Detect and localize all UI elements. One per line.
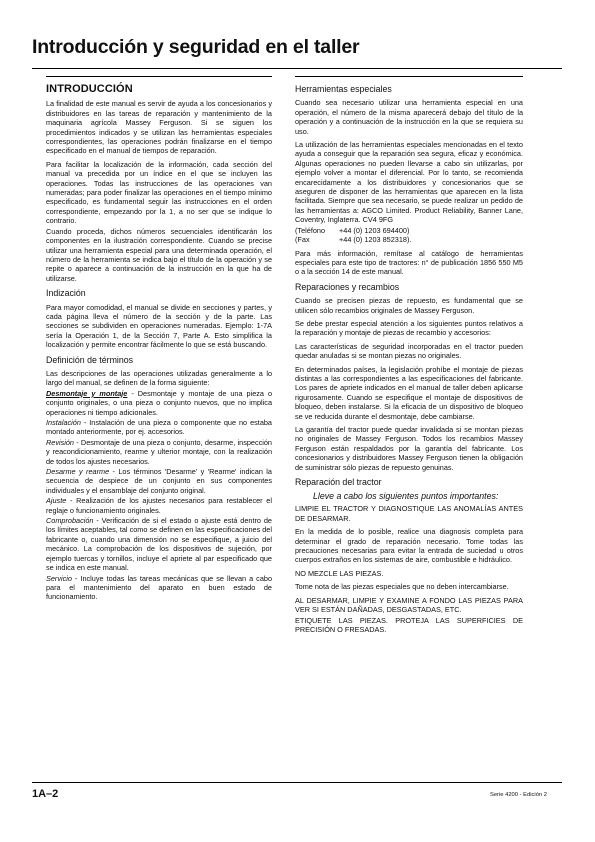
tractor-paragraph-5: AL DESARMAR, LIMPIE Y EXAMINE A FONDO LAS PIEZAS PARA VER SI ESTÁN DAÑADAS, DESGASTADAS, ETC. [295, 595, 523, 615]
footer-rule [32, 782, 562, 783]
fax-label: (Fax [295, 235, 310, 245]
tractor-paragraph-1: LIMPIE EL TRACTOR Y DIAGNOSTIQUE LAS ANOMALÍAS ANTES DE DESARMAR. [295, 504, 523, 523]
indexing-paragraph: Para mayor comodidad, el manual se divide en secciones y partes, y cada página lleva el número de la sección y de la parte. Las secciones se subdividen en operaciones numeradas. Ejemplo: 1-7A sería la Operación 1, de la Sección 7, Parte A. Esto simplifica la localización y permite encontrar fácilmente lo que se está buscando. [46, 302, 272, 350]
term-label: Ajuste [46, 496, 67, 506]
fax-value: +44 (0) 1203 852318). [339, 235, 412, 245]
term-text: - Instalación de una pieza o componente que no estaba montado anteriormente, por ej. accesorios. [46, 418, 272, 437]
right-column [295, 84, 523, 638]
repairs-paragraph-3: Las características de seguridad incorporadas en el tractor pueden quedar anuladas si se montan piezas no originales. [295, 341, 523, 361]
intro-heading: INTRODUCCIÓN [46, 83, 133, 95]
term-definition [46, 438, 272, 466]
term-definition [46, 496, 272, 515]
repairs-paragraph-5: La garantía del tractor puede quedar invalidada si se montan piezas no originales de Massey Ferguson. Todos los recambios Massey Ferguson están respaldados por la garantía del fabricante. Los concesionarios y distribuidores Massey Ferguson tienen la obligación de suministrar sólo piezas de repuesto genuinas. [295, 425, 523, 472]
term-label: Desmontaje y montaje [46, 388, 128, 398]
tractor-heading: Reparación del tractor [295, 477, 382, 488]
term-text: - Desmontaje de una pieza o conjunto, desarme, inspección y reacondicionamiento, rearme y ulterior montaje, con la realización de todos los ajustes necesarios. [46, 437, 272, 466]
term-label: Desarme y rearme [46, 467, 110, 477]
term-definition [46, 418, 272, 437]
right-column-rule [295, 76, 523, 78]
terms-intro: Las descripciones de las operaciones utilizadas generalmente a lo largo del manual, se definen de la forma siguiente: [46, 368, 272, 388]
tractor-paragraph-3: NO MEZCLE LAS PIEZAS. [295, 568, 384, 578]
term-label: Instalación [46, 418, 81, 427]
term-label: Servicio [46, 573, 72, 583]
term-definition [46, 516, 272, 572]
term-label: Comprobación [46, 516, 94, 526]
repairs-paragraph-1: Cuando se precisen piezas de repuesto, es fundamental que se utilicen sólo recambios originales de Massey Ferguson. [295, 296, 523, 315]
term-text: - Desmontaje y montaje de una pieza o conjunto originales, o una pieza o conjunto nuevos, que no implica operaciones ni tiempo adicionales. [46, 388, 272, 417]
intro-paragraph-1: La finalidad de este manual es servir de ayuda a los concesionarios y distribuidores en las tareas de reparación y mantenimiento de la maquinaria agrícola Massey Ferguson. Si se siguen los procedimientos indicados y se utilizan las herramientas especiales correspondientes, las operaciones podrán finalizarse en el tiempo especificado en el manual de tiempos de reparación. [46, 99, 272, 156]
tools-heading: Herramientas especiales [295, 84, 392, 94]
tractor-paragraph-2: En la medida de lo posible, realice una diagnosis completa para determinar el grado de reparación necesario. Tome todas las precauciones necesarias para evitar la entrada de suciedad u otros cuerpos extraños en los sistemas de aire, combustible e hidráulico. [295, 527, 523, 565]
page-title: Introducción y seguridad en el taller [32, 36, 360, 58]
tractor-paragraph-6: ETIQUETE LAS PIEZAS. PROTEJA LAS SUPERFICIES DE PRECISIÓN O FRESADAS. [295, 615, 523, 634]
repairs-paragraph-2: Se debe prestar especial atención a los siguientes puntos relativos a la reparación y montaje de piezas de recambio y accesorios: [295, 318, 523, 338]
edition-label: Serie 4200 - Edición 2 [489, 792, 547, 798]
tools-paragraph-3: Para más información, remítase al catálogo de herramientas especiales para este tipo de tractores: n° de publicación 1856 550 M5 o a la sección 14 de este manual. [295, 248, 523, 277]
term-definition [46, 467, 272, 495]
term-label: Revisión [46, 437, 74, 447]
repairs-heading: Reparaciones y recambios [295, 281, 400, 292]
phone-value: +44 (0) 1203 694400) [339, 225, 410, 235]
tools-paragraph-1: Cuando sea necesario utilizar una herramienta especial en una operación, el número de la misma aparecerá debajo del título de la operación y a continuación de la instrucción en la que se requiera su uso. [295, 98, 523, 136]
contact-block [295, 226, 523, 245]
intro-paragraph-2: Para facilitar la localización de la información, cada sección del manual va precedida por un índice en el que se incluyen las operaciones. Todas las instrucciones de las operaciones van numeradas; para poder finalizar las operaciones en el tiempo mínimo especificado, es fundamental seguir las instrucciones en el orden correspondiente, empezando por la 1, a no ser que se indique lo contrario. [46, 159, 272, 226]
term-text: - Los términos 'Desarme' y 'Rearme' indican la secuencia de despiece de un conjunto en sus componentes individuales y el ensamblaje del conjunto original. [46, 467, 272, 495]
left-column [46, 84, 272, 606]
repairs-paragraph-4: En determinados países, la legislación prohíbe el montaje de piezas distintas a las correspondientes a las especificaciones del fabricante. Los pares de apriete indicados en el manual de taller deben aplicarse rigurosamente. Cuando se especifique el montaje de dispositivos de bloqueo, deben instalarse. Si la eficacia de un dispositivo de bloqueo se ve reducida durante el desmontaje, debe cambiarse. [295, 364, 523, 421]
tractor-subheading: Lleve a cabo los siguientes puntos importantes: [313, 491, 499, 502]
terms-heading: Definición de términos [46, 354, 134, 365]
term-text: - Incluye todas las tareas mecánicas que se llevan a cabo para el mantenimiento del aparato en buen estado de funcionamiento. [46, 573, 272, 602]
phone-label: (Teléfono [295, 225, 326, 235]
term-definition [46, 389, 272, 417]
page-number: 1A–2 [32, 788, 59, 800]
term-text: - Realización de los ajustes necesarios para restablecer el reglaje o funcionamiento originales. [46, 496, 272, 515]
tractor-paragraph-4: Tome nota de las piezas especiales que no deben intercambiarse. [295, 582, 509, 592]
term-text: - Verificación de si el estado o ajuste está dentro de los límites aceptables, tal como se definen en las especificaciones del fabricante o, cuando una dimensión no se especifique, a juicio del mecánico. La comprobación de los dispositivos de sujeción, por ejemplo tuercas y tornillos, incluye el apriete al par especificado que se indica en este manual. [46, 516, 272, 573]
intro-paragraph-3: Cuando proceda, dichos números secuenciales identificarán los componentes en la ilustración correspondiente. Cuando se precise utilizar una herramienta especial para una determinada operación, el número de la herramienta se indica bajo el título de la operación y se repite o aparece a continuación de la instrucción en la que ha de utilizarse. [46, 226, 272, 283]
term-definition [46, 574, 272, 602]
left-column-rule [46, 76, 272, 78]
tools-paragraph-2: La utilización de las herramientas especiales mencionadas en el texto ayuda a conseguir que la reparación sea segura, eficaz y económica. Algunas operaciones no pueden llevarse a cabo sin utilizarlas, por ejemplo volver a montar el diferencial. Por lo tanto, se recomienda encarecidamente a los distribuidores y concesionarios que se aseguren de disponer de las herramientas que aparecen en la lista facilitada. Siempre que sea necesario, se puede realizar un pedido de las herramientas a: AGCO Limited. Product Reliability, Banner Lane, Coventry, Inglaterra. CV4 9FG [295, 140, 523, 225]
title-rule [32, 68, 562, 69]
indexing-heading: Indización [46, 288, 86, 299]
